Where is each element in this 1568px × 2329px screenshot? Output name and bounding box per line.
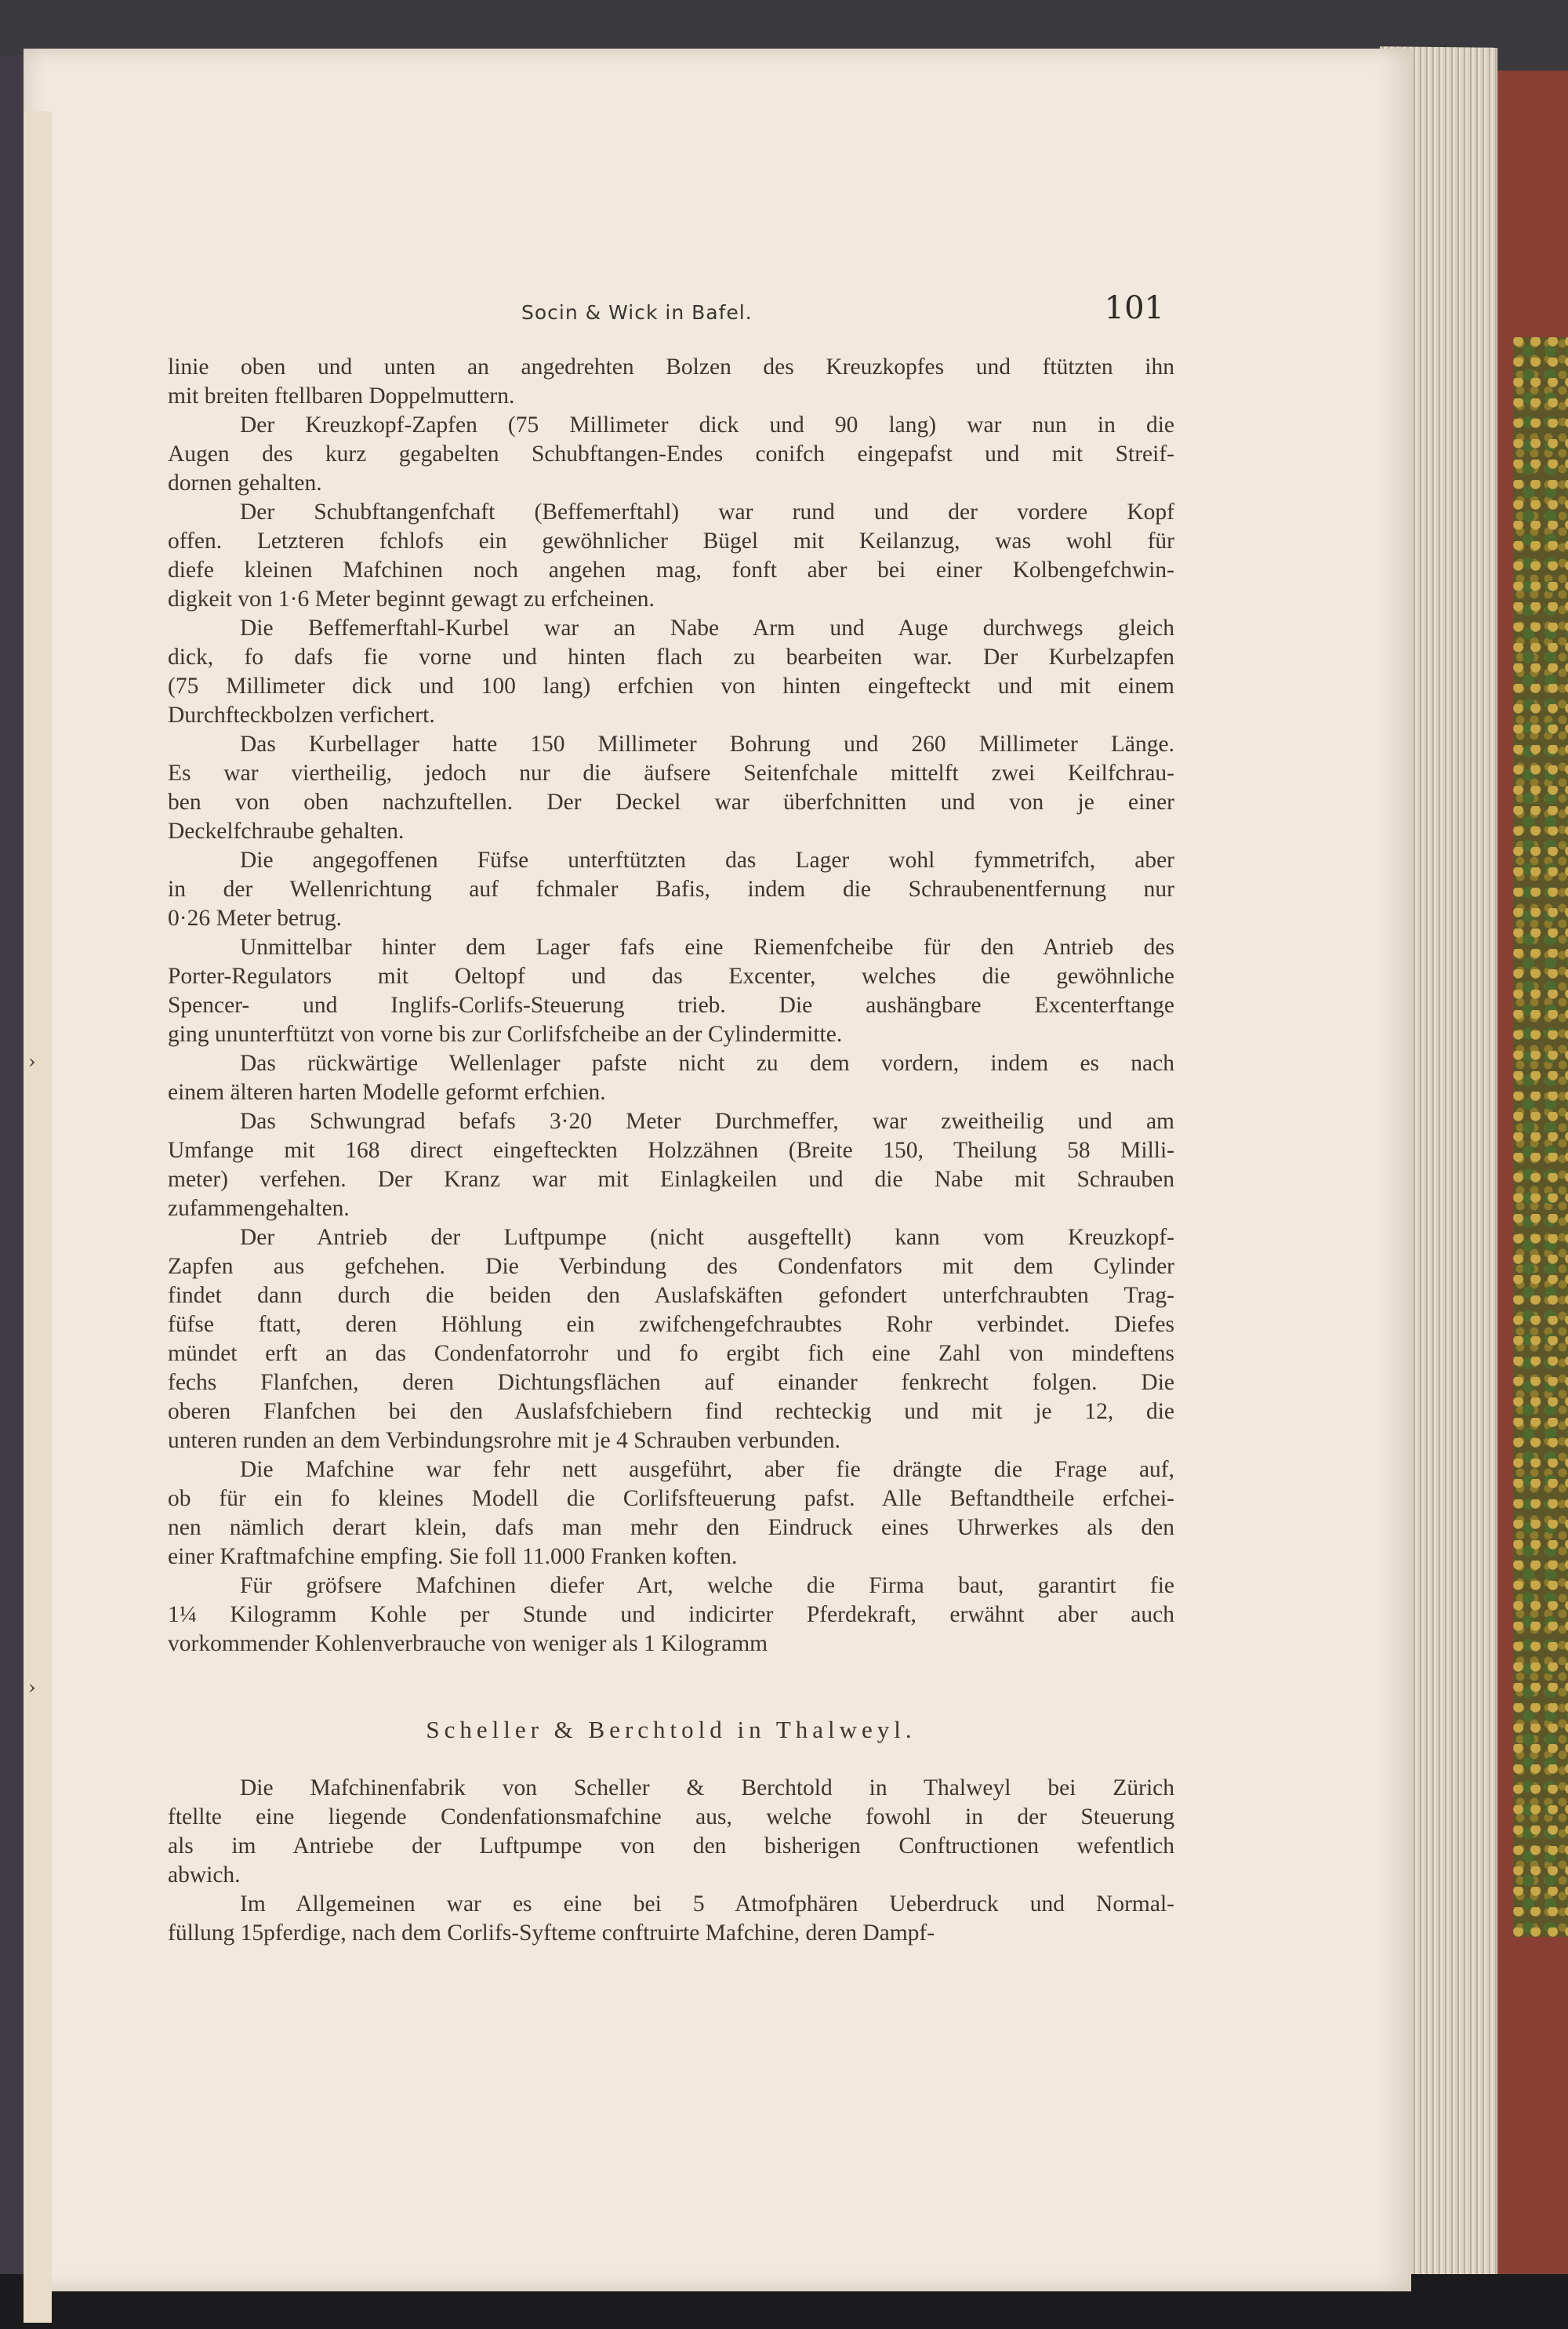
page-header	[521, 290, 1164, 337]
marbled-book-edge	[1513, 337, 1568, 1937]
page-number: 101	[1104, 290, 1164, 326]
text-line: Das rückwärtige Wellenlager pafste nicht zu dem vordern, indem es nach	[240, 1051, 1174, 1076]
text-line: Umfange mit 168 direct eingefteckten Holzzähnen (Breite 150, Theilung 58 Milli-	[168, 1138, 1174, 1163]
section-heading: Scheller & Berchtold in Thalweyl.	[426, 1716, 916, 1743]
section-1-text	[168, 353, 1174, 1659]
text-line: Augen des kurz gegabelten Schubftangen-Endes conifch eingepafst und mit Streif-	[168, 441, 1174, 467]
text-line: abwich.	[168, 1862, 241, 1888]
text-line: dick, fo dafs fie vorne und hinten flach zu bearbeiten war. Der Kurbelzapfen	[168, 645, 1174, 670]
text-line: unteren runden an dem Verbindungsrohre mit je 4 Schrauben verbunden.	[168, 1428, 840, 1453]
text-line: (75 Millimeter dick und 100 lang) erfchien von hinten eingefteckt und mit einem	[168, 674, 1174, 699]
text-line: meter) verfehen. Der Kranz war mit Einlagkeilen und die Nabe mit Schrauben	[168, 1167, 1174, 1192]
text-line: ging ununterftützt von vorne bis zur Corlifsfcheibe an der Cylindermitte.	[168, 1022, 843, 1047]
text-line: linie oben und unten an angedrehten Bolzen des Kreuzkopfes und ftützten ihn	[168, 354, 1174, 380]
section-2-text	[168, 1774, 1174, 1948]
text-line: in der Wellenrichtung auf fchmaler Bafis, indem die Schraubenentfernung nur	[168, 877, 1174, 902]
text-line: Die Mafchinenfabrik von Scheller & Berchtold in Thalweyl bei Zürich	[240, 1775, 1174, 1800]
text-line: 1¼ Kilogramm Kohle per Stunde und indicirter Pferdekraft, erwähnt aber auch	[168, 1602, 1174, 1627]
text-line: Unmittelbar hinter dem Lager fafs eine Riemenfcheibe für den Antrieb des	[240, 935, 1174, 960]
text-line: 0·26 Meter betrug.	[168, 906, 342, 931]
text-line: oberen Flanfchen bei den Auslafsfchiebern find rechteckig und mit je 12, die	[168, 1399, 1174, 1424]
text-line: Es war viertheilig, jedoch nur die äufsere Seitenfchale mittelft zwei Keilfchrau-	[168, 761, 1174, 786]
text-line: Der Kreuzkopf-Zapfen (75 Millimeter dick und 90 lang) war nun in die	[240, 412, 1174, 438]
text-line: Der Schubftangenfchaft (Beffemerftahl) war rund und der vordere Kopf	[240, 500, 1174, 525]
running-head: Socin & Wick in Bafel.	[521, 301, 753, 324]
text-line: mündet erft an das Condenfatorrohr und fo ergibt fich eine Zahl von mindeftens	[168, 1341, 1174, 1366]
text-line: dornen gehalten.	[168, 471, 322, 496]
text-line: ben von oben nachzuftellen. Der Deckel war überfchnitten und von je einer	[168, 790, 1174, 815]
text-line: ob für ein fo kleines Modell die Corlifsfteuerung pafst. Alle Beftandtheile erfchei-	[168, 1486, 1174, 1511]
text-line: findet dann durch die beiden den Auslafskäften gefondert unterfchraubten Trag-	[168, 1283, 1174, 1308]
text-line: Der Antrieb der Luftpumpe (nicht ausgeftellt) kann vom Kreuzkopf-	[240, 1225, 1174, 1250]
text-line: vorkommender Kohlenverbrauche von weniger als 1 Kilogramm	[168, 1631, 768, 1656]
text-line: digkeit von 1·6 Meter beginnt gewagt zu erfcheinen.	[168, 587, 655, 612]
text-line: Für gröfsere Mafchinen diefer Art, welche die Firma baut, garantirt fie	[240, 1573, 1174, 1598]
text-line: Porter-Regulators mit Oeltopf und das Excenter, welches die gewöhnliche	[168, 964, 1174, 989]
text-line: diefe kleinen Mafchinen noch angehen mag, fonft aber bei einer Kolbengefchwin-	[168, 558, 1174, 583]
text-line: Das Kurbellager hatte 150 Millimeter Bohrung und 260 Millimeter Länge.	[240, 732, 1174, 757]
text-line: Spencer- und Inglifs-Corlifs-Steuerung trieb. Die aushängbare Excenterftange	[168, 993, 1174, 1018]
margin-tick: ›	[28, 1677, 36, 1699]
text-line: füllung 15pferdige, nach dem Corlifs-Syfteme conftruirte Mafchine, deren Dampf-	[168, 1920, 935, 1946]
text-line: Die angegoffenen Füfse unterftützten das Lager wohl fymmetrifch, aber	[240, 848, 1174, 873]
text-line: nen nämlich derart klein, dafs man mehr den Eindruck eines Uhrwerkes als den	[168, 1515, 1174, 1540]
text-line: Zapfen aus gefchehen. Die Verbindung des Condenfators mit dem Cylinder	[168, 1254, 1174, 1279]
text-line: ftellte eine liegende Condenfationsmafchine aus, welche fowohl in der Steuerung	[168, 1804, 1174, 1829]
text-line: Deckelfchraube gehalten.	[168, 819, 405, 844]
text-line: Im Allgemeinen war es eine bei 5 Atmofphären Ueberdruck und Normal-	[240, 1891, 1174, 1917]
text-line: einer Kraftmafchine empfing. Sie foll 11.000 Franken koften.	[168, 1544, 738, 1569]
text-line: als im Antriebe der Luftpumpe von den bisherigen Conftructionen wefentlich	[168, 1833, 1174, 1858]
margin-tick: ›	[28, 1051, 36, 1073]
facing-page-edge	[24, 111, 52, 2323]
text-line: Die Mafchine war fehr nett ausgeführt, aber fie drängte die Frage auf,	[240, 1457, 1174, 1482]
text-line: mit breiten ftellbaren Doppelmuttern.	[168, 383, 515, 409]
text-line: zufammengehalten.	[168, 1196, 350, 1221]
text-line: offen. Letzteren fchlofs ein gewöhnlicher Bügel mit Keilanzug, was wohl für	[168, 529, 1174, 554]
text-line: füfse ftatt, deren Höhlung ein zwifchengefchraubtes Rohr verbindet. Diefes	[168, 1312, 1174, 1337]
text-line: einem älteren harten Modelle geformt erfchien.	[168, 1080, 606, 1105]
text-line: Die Beffemerftahl-Kurbel war an Nabe Arm und Auge durchwegs gleich	[240, 616, 1174, 641]
text-line: fechs Flanfchen, deren Dichtungsflächen auf einander fenkrecht folgen. Die	[168, 1370, 1174, 1395]
text-line: Durchfteckbolzen verfichert.	[168, 703, 435, 728]
text-line: Das Schwungrad befafs 3·20 Meter Durchmeffer, war zweitheilig und am	[240, 1109, 1174, 1134]
